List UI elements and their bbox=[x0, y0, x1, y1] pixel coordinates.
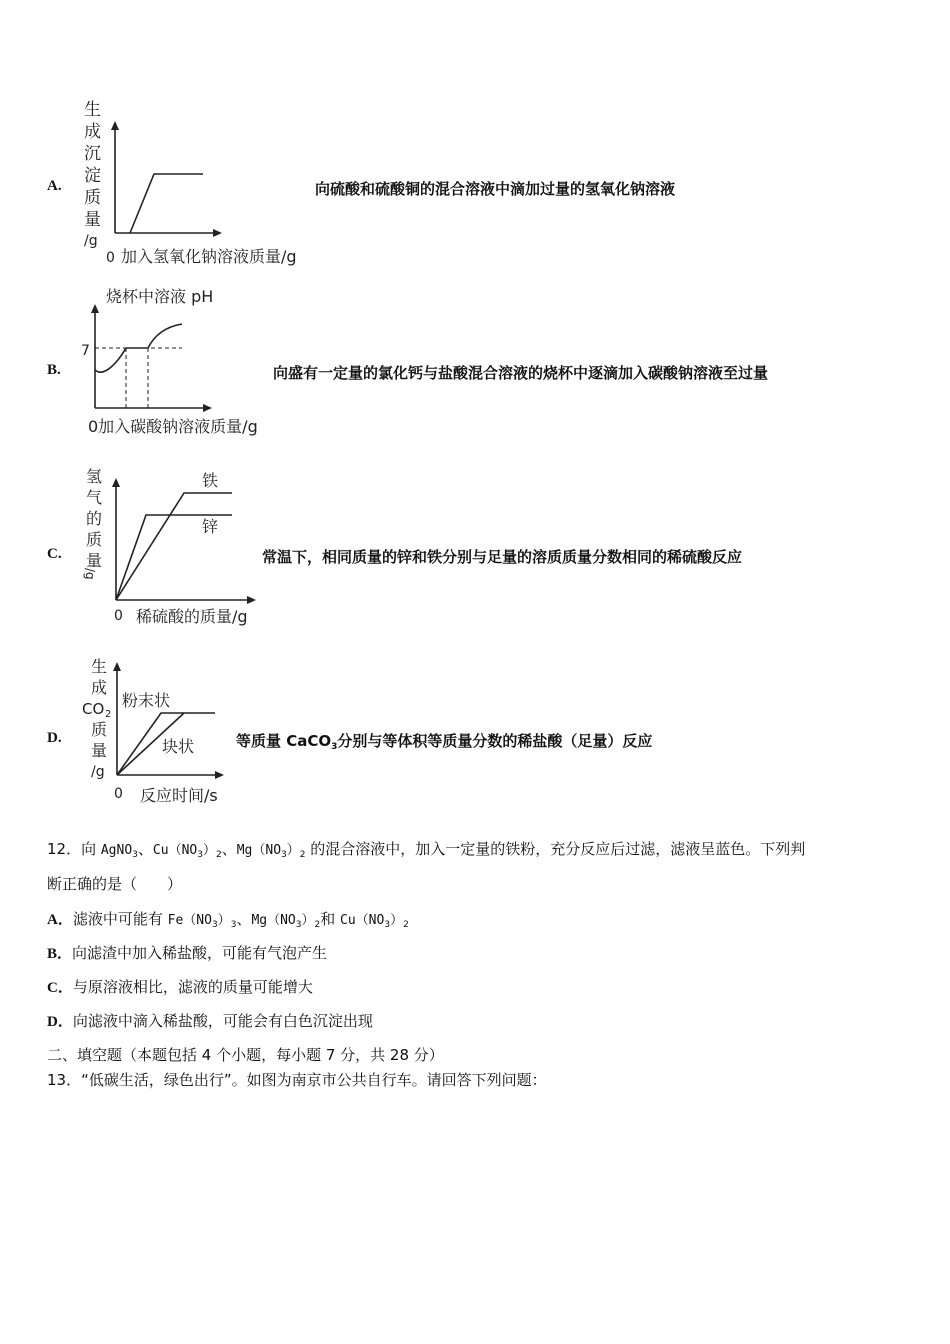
graph-c-y-char: 质 bbox=[86, 530, 103, 549]
graph-d-x-arrow bbox=[215, 771, 224, 779]
graph-c bbox=[78, 462, 278, 630]
q12-option-b-letter: B． bbox=[47, 946, 73, 962]
q12-option-b-text: 向滤渣中加入稀盐酸，可能有气泡产生 bbox=[72, 944, 328, 962]
graph-d-y-char: 生 bbox=[91, 657, 108, 676]
q12-text: 滤液中可能有 bbox=[72, 910, 168, 928]
option-d-desc-part: 等质量 CaCO bbox=[236, 732, 332, 750]
graph-b-y-tick: 7 bbox=[81, 343, 90, 359]
graph-a-y-char: 生 bbox=[84, 100, 101, 120]
option-d-description bbox=[236, 730, 652, 752]
graph-b-y-label: 烧杯中溶液 pH bbox=[106, 287, 214, 306]
graph-d-y-label bbox=[82, 657, 111, 780]
option-letter-d: D. bbox=[47, 730, 62, 746]
graph-b bbox=[78, 280, 278, 445]
option-letter-b: B. bbox=[47, 362, 61, 378]
q12-sub: 3 bbox=[197, 850, 203, 860]
q12-formula: Mg（NO bbox=[251, 913, 296, 928]
q12-option-d bbox=[47, 1010, 373, 1031]
graph-d-y-arrow bbox=[113, 662, 121, 671]
graph-b-x-arrow bbox=[203, 404, 212, 412]
q12-text: 12．向 bbox=[47, 840, 101, 858]
q12-formula: Mg（NO bbox=[236, 843, 282, 858]
graph-c-x-label: 稀硫酸的质量/g bbox=[136, 607, 248, 626]
graph-d-y-co2: CO bbox=[82, 700, 105, 718]
graph-c-fe-line bbox=[116, 493, 232, 600]
graph-d-origin: 0 bbox=[114, 786, 123, 802]
q12-sub: 3 bbox=[211, 920, 218, 930]
q12-sub: 2 bbox=[314, 920, 321, 930]
option-d-desc-sub: 3 bbox=[331, 742, 338, 752]
graph-a-y-char: 质 bbox=[84, 188, 101, 208]
q12-text: 、 bbox=[137, 840, 153, 858]
q12-formula: ） bbox=[217, 913, 231, 928]
q12-option-c-letter: C． bbox=[47, 980, 73, 996]
graph-a-y-arrow bbox=[111, 121, 119, 130]
q12-sub: 2 bbox=[403, 920, 409, 930]
q13-stem: 13．“低碳生活，绿色出行”。如图为南京市公共自行车。请回答下列问题： bbox=[47, 1071, 547, 1089]
q12-sub: 2 bbox=[215, 850, 222, 860]
graph-a-y-unit: /g bbox=[84, 233, 98, 249]
q12-text: 的混合溶液中，加入一定量的铁粉，充分反应后过滤，滤液呈蓝色。下列判 bbox=[305, 840, 806, 858]
q12-sub: 3 bbox=[384, 920, 391, 930]
q12-formula: Cu（NO bbox=[340, 913, 385, 928]
q12-option-a bbox=[47, 908, 409, 930]
graph-c-origin: 0 bbox=[114, 608, 123, 624]
graph-d-y-char: 质 bbox=[91, 720, 108, 739]
q12-option-a-letter: A． bbox=[47, 912, 73, 928]
option-a-description: 向硫酸和硫酸铜的混合溶液中滴加过量的氢氧化钠溶液 bbox=[315, 180, 676, 198]
graph-b-x-label: 0加入碳酸钠溶液质量/g bbox=[88, 417, 258, 436]
graph-c-x-arrow bbox=[247, 596, 256, 604]
section-2-heading: 二、填空题（本题包括 4 个小题，每小题 7 分，共 28 分） bbox=[47, 1046, 444, 1064]
graph-d-y-co2-sub: 2 bbox=[105, 709, 112, 720]
graph-d-powder-label: 粉末状 bbox=[122, 691, 171, 710]
q12-sub: 3 bbox=[132, 850, 138, 860]
q12-sub: 3 bbox=[230, 920, 237, 930]
graph-d-y-char: 成 bbox=[91, 678, 108, 697]
q12-text: 、 bbox=[236, 910, 252, 928]
option-b-description: 向盛有一定量的氯化钙与盐酸混合溶液的烧杯中逐滴加入碳酸钠溶液至过量 bbox=[273, 364, 769, 382]
q12-option-b bbox=[47, 942, 327, 963]
graph-c-y-label bbox=[83, 467, 102, 580]
graph-c-zn-label: 锌 bbox=[202, 517, 219, 536]
q12-option-c bbox=[47, 976, 313, 997]
q12-option-c-text: 与原溶液相比，滤液的质量可能增大 bbox=[72, 978, 313, 996]
graph-a-x-arrow bbox=[213, 229, 222, 237]
graph-c-y-arrow bbox=[112, 478, 120, 487]
q12-formula: AgNO bbox=[100, 843, 133, 858]
graph-d-y-char: 量 bbox=[91, 741, 108, 760]
graph-c-y-unit: /g bbox=[83, 568, 97, 580]
q12-text: 、 bbox=[221, 840, 237, 858]
q12-stem-line2: 断正确的是（ ） bbox=[47, 875, 183, 893]
graph-c-fe-label: 铁 bbox=[202, 471, 219, 490]
graph-a-origin: 0 bbox=[106, 250, 115, 266]
q12-sub: 2 bbox=[299, 850, 306, 860]
graph-d-x-label: 反应时间/s bbox=[140, 786, 218, 805]
q12-option-d-text: 向滤液中滴入稀盐酸，可能会有白色沉淀出现 bbox=[72, 1012, 373, 1030]
graph-c-y-char: 氢 bbox=[86, 467, 103, 486]
graph-c-y-char: 气 bbox=[86, 488, 103, 507]
q12-formula: ） bbox=[202, 843, 216, 858]
graph-c-y-char: 的 bbox=[86, 509, 103, 528]
q12-stem-line1 bbox=[47, 838, 805, 860]
q12-sub: 3 bbox=[295, 920, 302, 930]
q12-formula: ） bbox=[301, 913, 315, 928]
graph-a-y-char: 淀 bbox=[84, 166, 101, 186]
graph-b-y-arrow bbox=[91, 304, 99, 313]
q12-formula: Cu（NO bbox=[152, 843, 198, 858]
graph-a bbox=[78, 95, 318, 275]
option-d-desc-part: 分别与等体积等质量分数的稀盐酸（足量）反应 bbox=[337, 732, 653, 750]
option-c-description: 常温下，相同质量的锌和铁分别与足量的溶质质量分数相同的稀硫酸反应 bbox=[262, 548, 743, 566]
graph-a-y-char: 量 bbox=[84, 210, 101, 230]
q12-formula: ） bbox=[286, 843, 300, 858]
graph-a-curve bbox=[130, 174, 203, 233]
graph-a-x-label: 加入氢氧化钠溶液质量/g bbox=[121, 247, 297, 266]
option-letter-a: A. bbox=[47, 178, 62, 194]
graph-d-y-unit: /g bbox=[91, 764, 105, 780]
graph-a-y-label bbox=[84, 100, 101, 249]
graph-c-y-char: 量 bbox=[86, 551, 103, 570]
q12-formula: ） bbox=[390, 913, 404, 928]
q12-sub: 3 bbox=[281, 850, 287, 860]
graph-a-y-char: 成 bbox=[84, 122, 101, 142]
option-letter-c: C. bbox=[47, 546, 62, 562]
q12-formula: Fe（NO bbox=[167, 913, 212, 928]
q12-text: 和 bbox=[320, 910, 341, 928]
q12-option-d-letter: D． bbox=[47, 1014, 73, 1030]
graph-d-block-label: 块状 bbox=[162, 737, 195, 756]
graph-a-y-char: 沉 bbox=[84, 144, 101, 164]
